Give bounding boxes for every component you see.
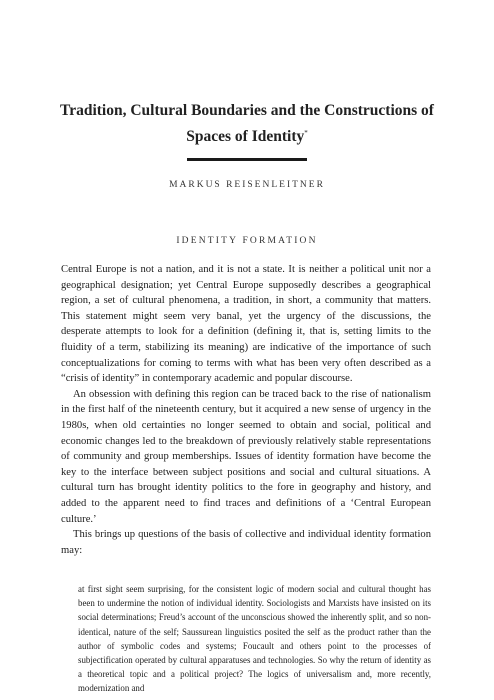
section-heading: IDENTITY FORMATION — [176, 236, 318, 246]
article-title — [40, 100, 454, 148]
block-quote: at first sight seem surprising, for the consistent logic of modern social and cultural thought has been to undermine the notion of individual identity. Sociologists and Marxists have insisted on its social determinations; Freud’s account of the unconscious showed the inherently split, and so non-identical, nature of the self; Saussurean linguistics posited the self as the product rather than the author of symbolic codes and systems; Foucault and others point to the processes of subjectification operated by cultural apparatuses and technologies. So why the return of identity as a theoretical topic and a political project? The logics of universalism and, more recently, modernization and — [78, 584, 431, 694]
paragraph: This brings up questions of the basis of collective and individual identity formation may: — [61, 529, 431, 556]
article-title-text: Tradition, Cultural Boundaries and the Constructions of Spaces of Identity — [60, 102, 434, 146]
paragraph: Central Europe is not a nation, and it is not a state. It is neither a political unit nor a geographical designation; yet Central Europe supposedly describes a geographical region, a set of cultural phenomena, a tradition, in short, a community that matters. This statement might seem very banal, yet the urgency of the discussions, the desperate attempts to look for a definition (defining it, that is, setting limits to the fluidity of a term, stabilizing its meaning) are indicative of the importance of such conceptualizations for coming to terms with what has been very often described as a “crisis of identity” in contemporary academic and popular discourse. — [61, 264, 431, 385]
title-footnote-mark: * — [304, 129, 308, 137]
title-divider — [187, 158, 307, 161]
body-text — [61, 262, 431, 558]
paragraph: An obsession with defining this region can be traced back to the rise of nationalism in the first half of the nineteenth century, but it acquired a new sense of urgency in the 1980s, when old certainties no longer seemed to obtain and social, political and economic changes led to the breakdown of previously relatively stable representations of community and group memberships. Issues of identity formation have become the key to the interface between subject positions and social and cultural situations. A cultural turn has brought identity politics to the fore in geography and history, and added to the apparent need to find traces and definitions of a ‘Central European culture.’ — [61, 388, 431, 525]
author-name: MARKUS REISENLEITNER — [169, 180, 325, 190]
